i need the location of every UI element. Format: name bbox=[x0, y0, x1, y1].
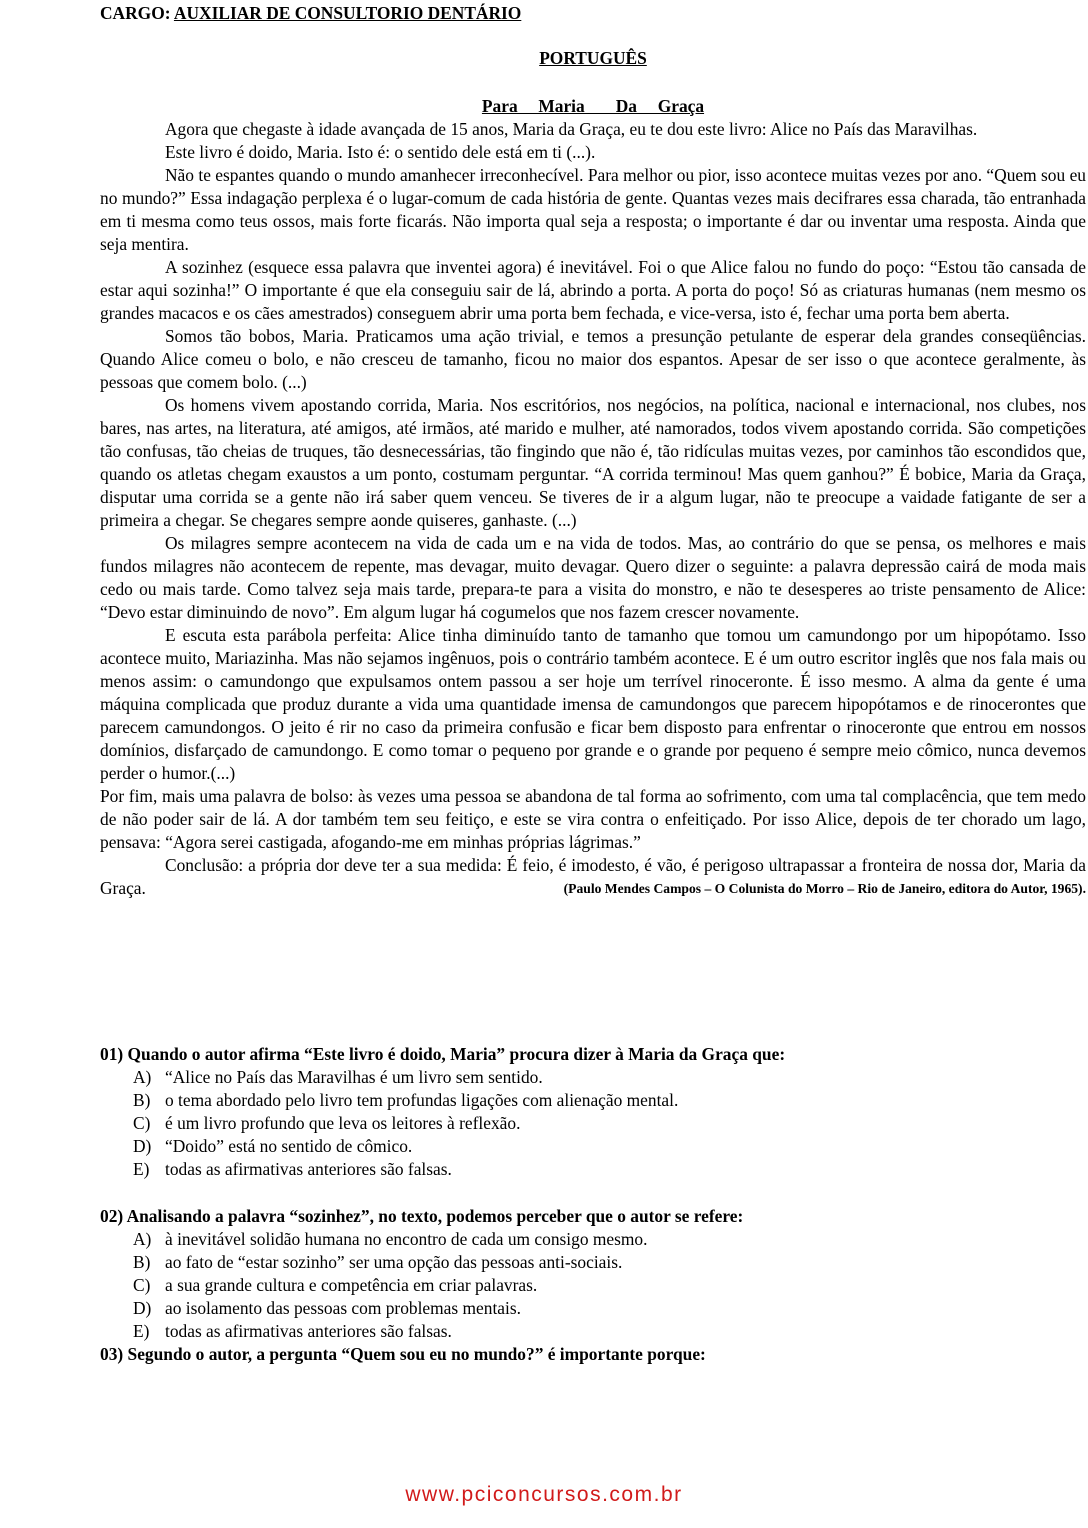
option-text: “Alice no País das Maravilhas é um livro sem sentido. bbox=[165, 1067, 543, 1087]
question-2 bbox=[100, 1205, 1086, 1343]
option-e bbox=[133, 1158, 1086, 1181]
option-d bbox=[133, 1135, 1086, 1158]
option-letter: B) bbox=[133, 1252, 151, 1272]
question-3 bbox=[100, 1343, 1086, 1366]
question-1 bbox=[100, 1043, 1086, 1181]
footer-url[interactable]: www.pciconcursos.com.br bbox=[405, 1483, 683, 1506]
option-letter: D) bbox=[133, 1298, 152, 1318]
option-e bbox=[133, 1320, 1086, 1343]
option-text: a sua grande cultura e competência em criar palavras. bbox=[165, 1275, 538, 1295]
option-a bbox=[133, 1066, 1086, 1089]
option-a bbox=[133, 1228, 1086, 1251]
text-title-label: Para Maria Da Graça bbox=[481, 96, 705, 116]
option-c bbox=[133, 1112, 1086, 1135]
paragraph: E escuta esta parábola perfeita: Alice tinha diminuído tanto de tamanho que tomou um camundongo por um hipopótamo. Isso acontece muito, Mariazinha. Mas não sejamos ingênuos, pois o contrário também acontece. E é um outro escritor inglês que nos fala mais ou menos assim: o camundongo que expulsamos ontem passou a ser hoje um terrível rinoceronte. É isso mesmo. A alma da gente é uma máquina complicada que produz durante a vida uma quantidade imensa de camundongos que parecem hipopótamos e de rinocerontes que parecem camundongos. O jeito é rir no caso da primeira confusão e ficar bem disposto para enfrentar o rinoceronte que entrou em nossos domínios, disfarçado de camundongo. E como tomar o pequeno por grande e o grande por pequeno é sempre meio cômico, nunca devemos perder o humor.(...) bbox=[100, 625, 1086, 783]
option-c bbox=[133, 1274, 1086, 1297]
question-stem: 01) Quando o autor afirma “Este livro é doido, Maria” procura dizer à Maria da Graça que: bbox=[100, 1044, 786, 1064]
cargo-line bbox=[100, 2, 521, 25]
paragraph: Agora que chegaste à idade avançada de 15 anos, Maria da Graça, eu te dou este livro: Alice no País das Maravilhas. bbox=[165, 119, 978, 139]
subject-heading: PORTUGUÊS bbox=[539, 48, 647, 68]
option-text: todas as afirmativas anteriores são falsas. bbox=[165, 1159, 452, 1179]
paragraph: Não te espantes quando o mundo amanhecer irreconhecível. Para melhor ou pior, isso acontece muitas vezes por ano. “Quem sou eu no mundo?” Essa indagação perplexa é o lugar-comum de cada história de gente. Quantas vezes mais decifrares essa charada, tão entranhada em ti mesma como teus ossos, mais forte ficarás. Não importa qual seja a resposta; o importante é dar ou inventar uma resposta. Ainda que seja mentira. bbox=[100, 165, 1086, 254]
option-letter: D) bbox=[133, 1136, 152, 1156]
option-letter: C) bbox=[133, 1275, 151, 1295]
option-letter: C) bbox=[133, 1113, 151, 1133]
paragraph: Os homens vivem apostando corrida, Maria. Nos escritórios, nos negócios, na política, nacional e internacional, nos clubes, nos bares, nas artes, na literatura, até amigos, até irmãos, até marido e mulher, até namorados, todos vivem apostando corrida. São competições tão confusas, tão cheias de truques, tão desnecessárias, tão fingindo que não é, tão ridículas muitas vezes, por caminhos tão escondidos que, quando os atletas chegam exaustos a um ponto, costumam perguntar. “A corrida terminou! Mas quem ganhou?” É bobice, Maria da Graça, disputar uma corrida se a gente não irá saber quem venceu. Se tiveres de ir a algum lugar, não te preocupe a vaidade fatigante de ser a primeira a chegar. Se chegares sempre aonde quiseres, ganhaste. (...) bbox=[100, 395, 1086, 530]
paragraph: A sozinhez (esquece essa palavra que inventei agora) é inevitável. Foi o que Alice falou no fundo do poço: “Estou tão cansada de estar aqui sozinha!” O importante é que ela conseguiu sair de lá, abrindo a porta. A porta do poço! Só as criaturas humanas (nem mesmo os grandes macacos e os cães amestrados) conseguem abrir uma porta bem fechada, e vice-versa, isto é, fechar uma porta bem aberta. bbox=[100, 257, 1086, 323]
option-letter: A) bbox=[133, 1067, 152, 1087]
option-text: à inevitável solidão humana no encontro de cada um consigo mesmo. bbox=[165, 1229, 648, 1249]
conclusion-paragraph bbox=[100, 854, 1086, 900]
paragraph-noindent: Por fim, mais uma palavra de bolso: às vezes uma pessoa se abandona de tal forma ao sofrimento, com uma tal complacência, que tem medo de não poder sair de lá. A dor também tem seu feitiço, e este se vira contra o enfeitiçado. Por isso Alice, depois de ter chorado um lago, pensava: “Agora serei castigada, afogando-me em minhas próprias lágrimas.” bbox=[100, 786, 1086, 852]
option-text: ao isolamento das pessoas com problemas mentais. bbox=[165, 1298, 521, 1318]
option-letter: B) bbox=[133, 1090, 151, 1110]
paragraph: Os milagres sempre acontecem na vida de cada um e na vida de todos. Mas, ao contrário do que se pensa, os melhores e mais fundos milagres não acontecem de repente, mas devagar, muito devagar. Quero dizer o seguinte: a palavra depressão cairá de moda mais cedo ou mais tarde. Como talvez seja mais tarde, prepara-te para a visita do monstro, e não te desesperes ao triste pensamento de Alice: “Devo estar diminuindo de novo”. Em algum lugar há cogumelos que nos fazem crescer novamente. bbox=[100, 533, 1086, 622]
options-list bbox=[100, 1066, 1086, 1181]
option-letter: E) bbox=[133, 1159, 150, 1179]
conclusion-text: Conclusão: a própria dor deve ter a sua medida: É feio, é imodesto, é vão, é perigoso ultrapassar a fronteira de nossa dor, Maria da Graça. bbox=[100, 855, 1086, 898]
source-citation: (Paulo Mendes Campos – O Colunista do Morro – Rio de Janeiro, editora do Autor, 1965). bbox=[563, 881, 1086, 896]
option-text: é um livro profundo que leva os leitores à reflexão. bbox=[165, 1113, 521, 1133]
cargo-label: CARGO: bbox=[100, 3, 171, 23]
options-list bbox=[100, 1228, 1086, 1343]
option-letter: E) bbox=[133, 1321, 150, 1341]
text-title bbox=[100, 95, 1086, 118]
cargo-value: AUXILIAR DE CONSULTORIO DENTÁRIO bbox=[173, 3, 522, 23]
paragraph: Este livro é doido, Maria. Isto é: o sentido dele está em ti (...). bbox=[165, 142, 596, 162]
reading-text bbox=[100, 118, 1086, 900]
question-stem: 03) Segundo o autor, a pergunta “Quem sou eu no mundo?” é importante porque: bbox=[100, 1344, 706, 1364]
option-d bbox=[133, 1297, 1086, 1320]
option-text: ao fato de “estar sozinho” ser uma opção das pessoas anti-sociais. bbox=[165, 1252, 623, 1272]
paragraph: Somos tão bobos, Maria. Praticamos uma ação trivial, e temos a presunção petulante de esperar dela grandes conseqüências. Quando Alice comeu o bolo, e não cresceu de tamanho, ficou no maior dos espantos. Apesar de ser isso o que acontece geralmente, às pessoas que comem bolo. (...) bbox=[100, 326, 1086, 392]
question-stem: 02) Analisando a palavra “sozinhez”, no texto, podemos perceber que o autor se refere: bbox=[100, 1206, 744, 1226]
option-text: “Doido” está no sentido de cômico. bbox=[165, 1136, 413, 1156]
option-b bbox=[133, 1251, 1086, 1274]
option-text: o tema abordado pelo livro tem profundas ligações com alienação mental. bbox=[165, 1090, 679, 1110]
option-letter: A) bbox=[133, 1229, 152, 1249]
option-b bbox=[133, 1089, 1086, 1112]
option-text: todas as afirmativas anteriores são falsas. bbox=[165, 1321, 452, 1341]
